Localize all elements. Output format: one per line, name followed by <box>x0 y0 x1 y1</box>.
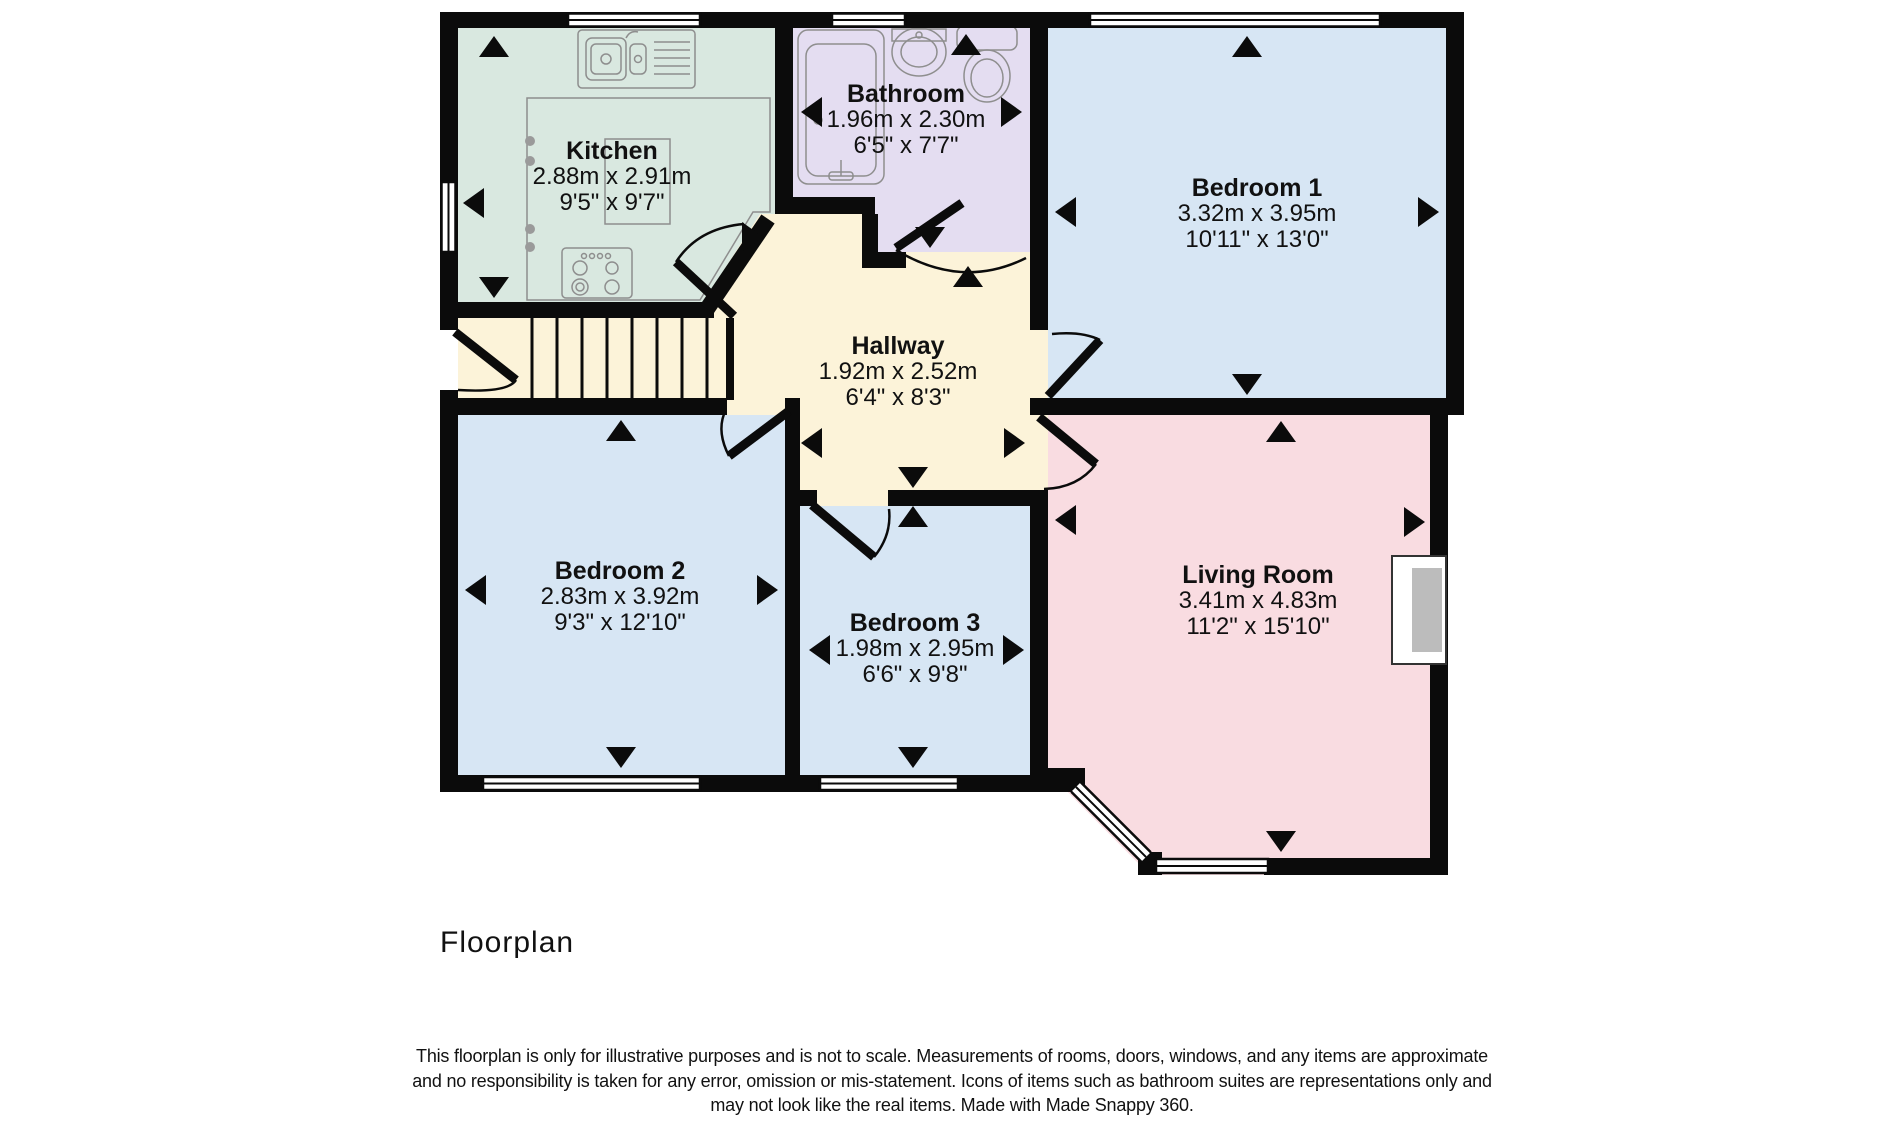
fireplace-icon <box>1392 556 1446 664</box>
page-title: Floorplan <box>440 926 575 959</box>
disclaimer <box>0 1044 1904 1118</box>
window-bottom-bedroom2 <box>483 777 700 790</box>
bedroom3-label <box>836 610 995 688</box>
window-left-kitchen <box>442 182 456 252</box>
window-bottom-living <box>1156 859 1268 873</box>
room-size-metric: 3.32m x 3.95m <box>1177 200 1337 227</box>
hallway-label <box>819 333 978 411</box>
room-size-metric: 2.83m x 3.92m <box>540 583 700 610</box>
bedroom1-label <box>1178 175 1337 253</box>
room-size-imperial: 6'4" x 8'3" <box>845 384 951 411</box>
bedroom2-label <box>541 558 700 636</box>
living-room-floor <box>1048 415 1448 875</box>
disclaimer-line: may not look like the real items. Made with Made Snappy 360. <box>710 1095 1194 1115</box>
room-name: Kitchen <box>566 137 658 165</box>
room-name: Hallway <box>851 332 945 360</box>
bathroom-label <box>827 81 986 159</box>
living-room-label <box>1179 562 1338 640</box>
room-size-metric: 3.41m x 4.83m <box>1178 587 1338 614</box>
kitchen-label <box>533 138 692 216</box>
room-name: Bedroom 2 <box>554 557 686 585</box>
room-size-metric: 1.92m x 2.52m <box>818 358 978 385</box>
room-size-imperial: 9'3" x 12'10" <box>554 609 686 636</box>
room-size-imperial: 10'11" x 13'0" <box>1185 226 1329 253</box>
room-size-imperial: 6'5" x 7'7" <box>853 132 959 159</box>
window-bottom-bedroom3 <box>820 777 958 790</box>
room-size-imperial: 9'5" x 9'7" <box>559 189 665 216</box>
window-top-bathroom <box>832 14 905 27</box>
room-name: Living Room <box>1182 561 1334 589</box>
disclaimer-line: and no responsibility is taken for any error, omission or mis-statement. Icons of items such as bathroom suites are representations only and <box>412 1070 1492 1091</box>
room-size-metric: 1.98m x 2.95m <box>835 635 995 662</box>
stairs-end-wall <box>726 318 734 400</box>
room-size-imperial: 6'6" x 9'8" <box>862 661 968 688</box>
room-size-imperial: 11'2" x 15'10" <box>1186 613 1330 640</box>
room-name: Bedroom 3 <box>849 609 981 637</box>
room-size-metric: 1.96m x 2.30m <box>826 106 986 133</box>
room-size-metric: 2.88m x 2.91m <box>532 163 692 190</box>
window-top-kitchen <box>568 14 700 27</box>
disclaimer-line: This floorplan is only for illustrative purposes and is not to scale. Measurements of rooms, doors, windows, and any items are approximate <box>416 1046 1488 1066</box>
room-name: Bathroom <box>846 80 966 108</box>
room-name: Bedroom 1 <box>1191 174 1323 202</box>
window-top-bedroom1 <box>1090 14 1380 27</box>
